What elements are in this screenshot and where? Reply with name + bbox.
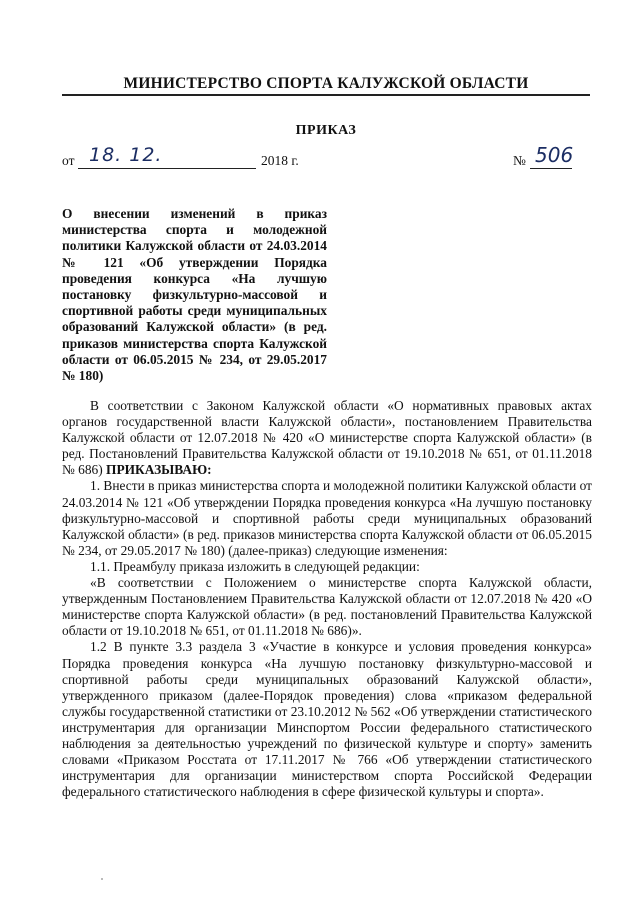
order-subject: О внесении изменений в приказ министерства спорта и молодежной политики Калужской области от 24.03.2014 № 121 «Об утверждении Порядка проведения конкурса «На лучшую постановку физкультурно-массовой и спортивной работы среди муниципальных образований Калужской области» (в ред. приказов министерства спорта Калужской области от 06.05.2015 № 234, от 29.05.2017 № 180): [62, 206, 327, 384]
date-year: 2018 г.: [261, 153, 299, 168]
paragraph-1-2: 1.2 В пункте 3.3 раздела 3 «Участие в конкурсе и условия проведения конкурса» Порядка проведения конкурса «На лучшую постановку физкультурно-массовой и спортивной работы среди муниципальных образований Калужской области», утвержденного приказом (далее-Порядок проведения) слова «приказом федеральной службы государственной статистики от 23.10.2012 № 562 «Об утверждении статистического инструментария для организации Минспортом России федерального статистического наблюдения за деятельностью учреждений по физической культуре и спорту» заменить словами «Приказом Росстата от 17.11.2017 № 766 «Об утверждении статистического инструментария для организации министерством спорта Российской Федерации федерального статистического наблюдения в сфере физической культуры и спорта».: [62, 639, 592, 800]
date-underline: [78, 168, 256, 169]
ministry-header: МИНИСТЕРСТВО СПОРТА КАЛУЖСКОЙ ОБЛАСТИ: [123, 75, 529, 92]
preamble-text: В соответствии с Законом Калужской области «О нормативных правовых актах органов государственной власти Калужской области», постановлением Правительства Калужской области от 12.07.2018 № 420 «О министерстве спорта Калужской области» (в ред. Постановлений Правительства Калужской области от 19.10.2018 № 651, от 01.11.2018 № 686): [62, 398, 592, 478]
paragraph-1-1: 1.1. Преамбулу приказа изложить в следующей редакции:: [90, 558, 420, 574]
number-sign: №: [513, 153, 526, 168]
preamble-paragraph: [62, 398, 592, 478]
date-number-line: [62, 144, 592, 172]
number-underline: [530, 168, 572, 169]
command-word: ПРИКАЗЫВАЮ:: [106, 462, 212, 478]
paragraph-1: 1. Внести в приказ министерства спорта и молодежной политики Калужской области от 24.03.2014 № 121 «Об утверждении Порядка проведения конкурса «На лучшую постановку физкультурно-массовой и спортивной работы среди муниципальных образований Калужской области» (в ред. приказов министерства спорта Калужской области от 06.05.2015 № 234, от 29.05.2017 № 180) (далее-приказ) следующие изменения:: [62, 478, 592, 558]
order-title: ПРИКАЗ: [295, 123, 357, 138]
handwritten-number: 506: [535, 143, 574, 167]
header-rule: [62, 94, 590, 96]
scan-speck: [101, 878, 103, 880]
order-body: [62, 398, 592, 800]
paragraph-1-1-quote: «В соответствии с Положением о министерстве спорта Калужской области, утвержденным Постановлением Правительства Калужской области от 12.07.2018 № 420 «О министерстве спорта Калужской области» (в ред. постановлений Правительства Калужской области от 19.10.2018 № 651, от 01.11.2018 № 686)».: [62, 575, 592, 639]
date-prefix: от: [62, 153, 75, 168]
handwritten-date: 18. 12.: [89, 144, 163, 166]
